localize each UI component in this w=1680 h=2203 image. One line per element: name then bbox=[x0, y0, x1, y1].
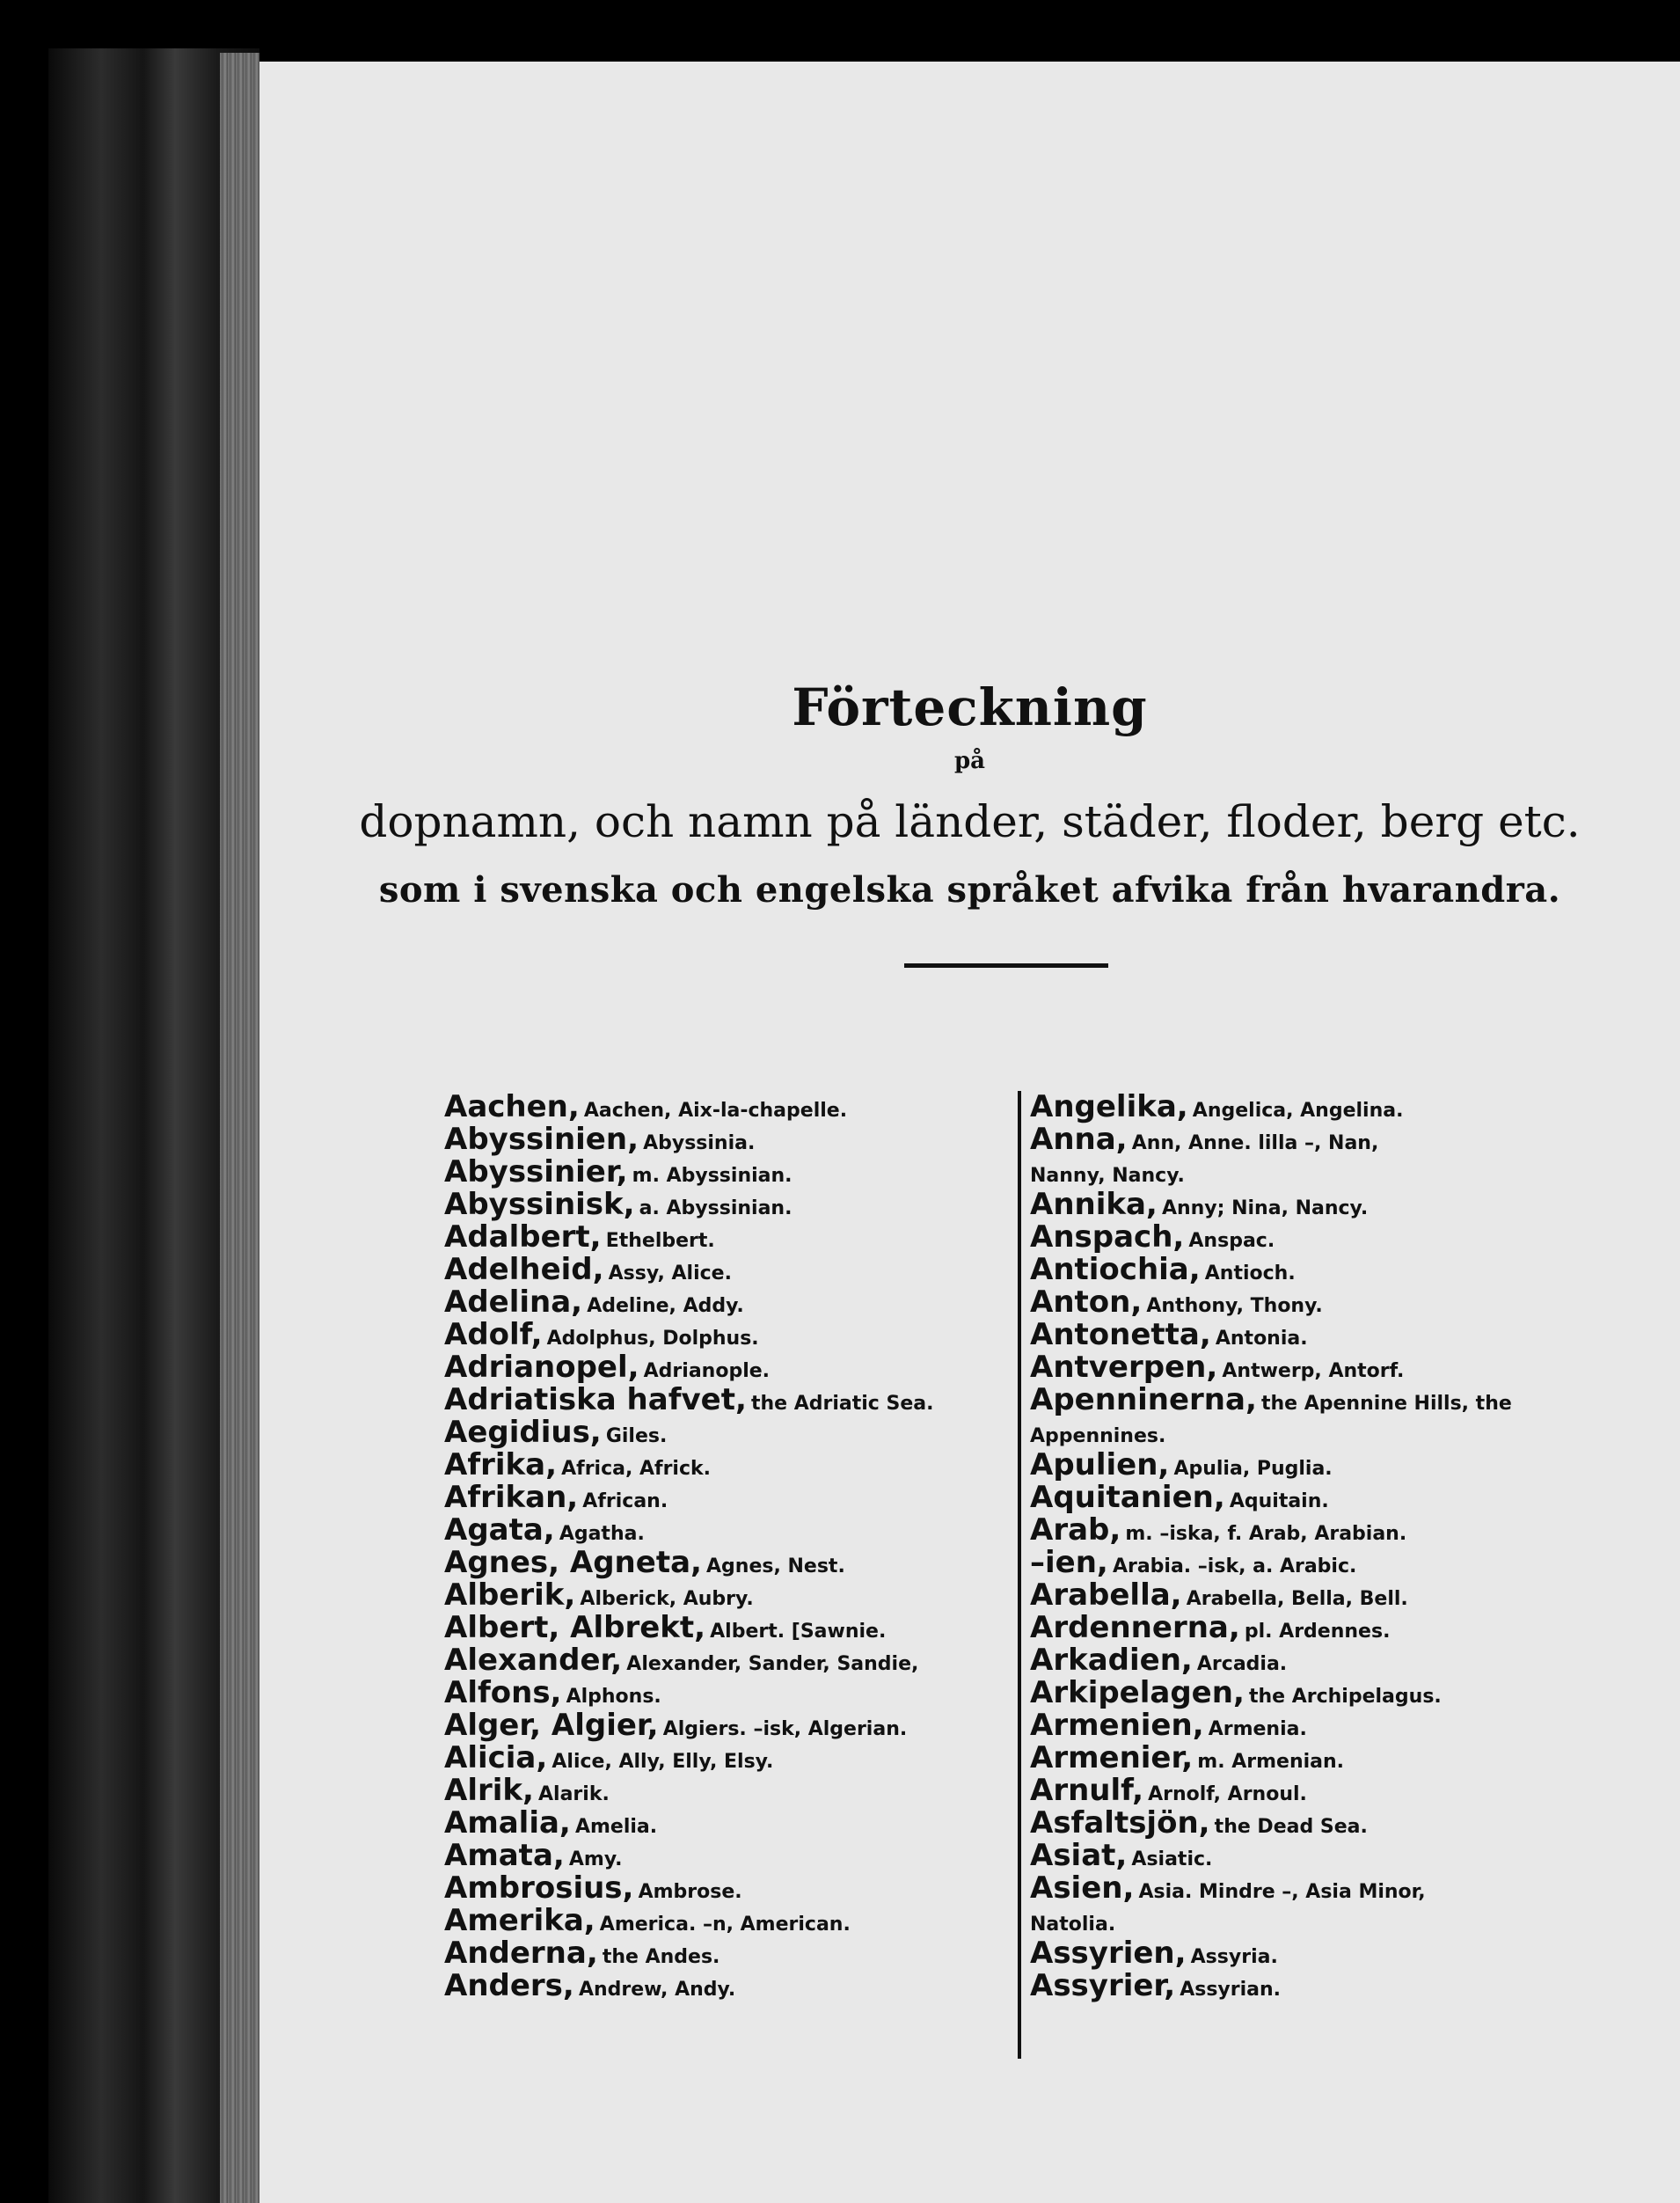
entry-translation: the Adriatic Sea. bbox=[750, 1393, 934, 1415]
dictionary-entry bbox=[1030, 1482, 1680, 1514]
entry-translation: Assy, Alice. bbox=[608, 1263, 732, 1284]
dictionary-entry bbox=[1030, 1384, 1680, 1416]
dictionary-entry bbox=[1030, 1091, 1680, 1123]
dictionary-entry bbox=[1030, 1449, 1680, 1482]
entry-translation: Agnes, Nest. bbox=[706, 1555, 845, 1577]
page-edges bbox=[220, 53, 259, 2203]
entry-headword: Ardennerna, bbox=[1030, 1612, 1240, 1644]
dictionary-entry bbox=[1030, 1872, 1680, 1905]
entry-translation: Agatha. bbox=[559, 1523, 645, 1545]
entry-translation: Arcadia. bbox=[1196, 1653, 1288, 1675]
entry-headword: Alger, Algier, bbox=[444, 1709, 659, 1742]
entry-translation: the Apennine Hills, the bbox=[1260, 1393, 1512, 1415]
entry-translation: Assyria. bbox=[1190, 1946, 1278, 1968]
entry-translation: Algiers. –isk, Algerian. bbox=[662, 1718, 908, 1740]
entry-headword: Angelika, bbox=[1030, 1091, 1188, 1123]
dictionary-entry bbox=[1030, 1189, 1680, 1221]
dictionary-entry bbox=[1030, 1677, 1680, 1709]
entry-headword: Adalbert, bbox=[444, 1221, 602, 1254]
entry-headword: Agnes, Agneta, bbox=[444, 1547, 702, 1579]
entry-headword: Arabella, bbox=[1030, 1579, 1182, 1612]
entry-headword: Assyrier, bbox=[1030, 1970, 1176, 2002]
entry-headword: Adriatiska hafvet, bbox=[444, 1384, 747, 1416]
entry-translation: Alice, Ally, Elly, Elsy. bbox=[551, 1751, 774, 1773]
entry-headword: Amerika, bbox=[444, 1905, 595, 1937]
entry-translation: Aquitain. bbox=[1229, 1490, 1329, 1512]
entry-headword: Adelina, bbox=[444, 1286, 583, 1319]
entry-translation: Appennines. bbox=[1030, 1425, 1166, 1447]
entry-headword: Arkadien, bbox=[1030, 1644, 1193, 1677]
entry-headword: Ambrosius, bbox=[444, 1872, 634, 1905]
dictionary-entry bbox=[1030, 1937, 1680, 1970]
entry-headword: Asiat, bbox=[1030, 1840, 1128, 1872]
entry-headword: Anspach, bbox=[1030, 1221, 1185, 1254]
entry-headword: Antverpen, bbox=[1030, 1351, 1218, 1384]
entry-headword: Alrik, bbox=[444, 1775, 534, 1807]
entry-headword: Antonetta, bbox=[1030, 1319, 1211, 1351]
dictionary-entry bbox=[1030, 1709, 1680, 1742]
page-title: Förteckning bbox=[792, 677, 1148, 737]
entry-headword: Annika, bbox=[1030, 1189, 1158, 1221]
entry-translation: Angelica, Angelina. bbox=[1192, 1100, 1404, 1122]
dictionary-entry bbox=[1030, 1970, 1680, 2002]
entry-headword: Anna, bbox=[1030, 1123, 1128, 1156]
entry-translation: Nanny, Nancy. bbox=[1030, 1165, 1185, 1187]
dictionary-entry bbox=[1030, 1351, 1680, 1384]
entry-translation: Albert. [Sawnie. bbox=[710, 1621, 887, 1643]
entry-translation: Anspac. bbox=[1188, 1230, 1275, 1252]
entry-headword: Aegidius, bbox=[444, 1416, 602, 1449]
entry-headword: Aachen, bbox=[444, 1091, 580, 1123]
entry-headword: Armenier, bbox=[1030, 1742, 1194, 1775]
entry-headword: Alfons, bbox=[444, 1677, 562, 1709]
entry-translation: pl. Ardennes. bbox=[1244, 1621, 1391, 1643]
entry-headword: Asien, bbox=[1030, 1872, 1135, 1905]
dictionary-entry bbox=[1030, 1416, 1680, 1449]
right-column bbox=[1018, 1091, 1680, 2059]
entry-translation: Antonia. bbox=[1215, 1328, 1308, 1350]
entry-translation: m. –iska, f. Arab, Arabian. bbox=[1125, 1523, 1407, 1545]
entry-headword: Adelheid, bbox=[444, 1254, 604, 1286]
dictionary-entry bbox=[1030, 1644, 1680, 1677]
entry-headword: Aquitanien, bbox=[1030, 1482, 1225, 1514]
entry-translation: Alphons. bbox=[566, 1686, 661, 1708]
entry-headword: Arab, bbox=[1030, 1514, 1121, 1547]
dictionary-entry bbox=[1030, 1156, 1680, 1189]
entry-headword: Assyrien, bbox=[1030, 1937, 1187, 1970]
dictionary-entry bbox=[1030, 1775, 1680, 1807]
entry-headword: Arnulf, bbox=[1030, 1775, 1143, 1807]
entry-headword: Alberik, bbox=[444, 1579, 576, 1612]
entry-translation: Asiatic. bbox=[1131, 1848, 1213, 1870]
dictionary-entry bbox=[1030, 1319, 1680, 1351]
dictionary-entry bbox=[1030, 1547, 1680, 1579]
entry-translation: Amy. bbox=[568, 1848, 623, 1870]
dictionary-entry bbox=[1030, 1579, 1680, 1612]
entry-headword: Adolf, bbox=[444, 1319, 543, 1351]
entry-translation: Adrianople. bbox=[643, 1360, 771, 1382]
entry-translation: Natolia. bbox=[1030, 1914, 1116, 1936]
entry-translation: Ambrose. bbox=[638, 1881, 742, 1903]
entry-translation: Adolphus, Dolphus. bbox=[546, 1328, 759, 1350]
entry-translation: Abyssinia. bbox=[643, 1132, 756, 1154]
entry-translation: Andrew, Andy. bbox=[578, 1979, 736, 2001]
entry-headword: Arkipelagen, bbox=[1030, 1677, 1245, 1709]
title-preposition: på bbox=[953, 748, 986, 774]
entry-headword: Abyssinien, bbox=[444, 1123, 639, 1156]
entry-translation: Antwerp, Antorf. bbox=[1222, 1360, 1405, 1382]
dictionary-entry bbox=[1030, 1612, 1680, 1644]
entry-headword: Abyssinisk, bbox=[444, 1189, 635, 1221]
entry-translation: Assyrian. bbox=[1180, 1979, 1282, 2001]
entry-translation: Ethelbert. bbox=[605, 1230, 715, 1252]
entry-translation: Aachen, Aix-la-chapelle. bbox=[583, 1100, 848, 1122]
entry-headword: Agata, bbox=[444, 1514, 555, 1547]
dictionary-entry bbox=[1030, 1286, 1680, 1319]
entry-translation: Antioch. bbox=[1204, 1263, 1296, 1284]
entry-translation: the Andes. bbox=[602, 1946, 720, 1968]
entry-translation: Giles. bbox=[605, 1425, 668, 1447]
entry-headword: Apenninerna, bbox=[1030, 1384, 1257, 1416]
entry-headword: Anderna, bbox=[444, 1937, 598, 1970]
dictionary-entry bbox=[1030, 1123, 1680, 1156]
entry-translation: the Archipelagus. bbox=[1248, 1686, 1442, 1708]
entry-headword: Afrikan, bbox=[444, 1482, 579, 1514]
entry-translation: Ann, Anne. lilla –, Nan, bbox=[1131, 1132, 1379, 1154]
entry-translation: a. Abyssinian. bbox=[639, 1197, 793, 1219]
entry-translation: Armenia. bbox=[1208, 1718, 1307, 1740]
page bbox=[259, 62, 1680, 2203]
dictionary-entry bbox=[1030, 1742, 1680, 1775]
entry-headword: Alicia, bbox=[444, 1742, 548, 1775]
entry-translation: Arnolf, Arnoul. bbox=[1148, 1783, 1307, 1805]
entry-translation: Anthony, Thony. bbox=[1146, 1295, 1323, 1317]
entry-translation: Alarik. bbox=[538, 1783, 610, 1805]
entry-headword: Adrianopel, bbox=[444, 1351, 639, 1384]
entry-translation: Arabella, Bella, Bell. bbox=[1186, 1588, 1408, 1610]
entry-translation: African. bbox=[582, 1490, 668, 1512]
dictionary-entry bbox=[1030, 1514, 1680, 1547]
entry-translation: m. Armenian. bbox=[1197, 1751, 1345, 1773]
entry-headword: Anders, bbox=[444, 1970, 574, 2002]
entry-headword: Antiochia, bbox=[1030, 1254, 1201, 1286]
dictionary-entry bbox=[1030, 1905, 1680, 1937]
title-rule bbox=[904, 963, 1108, 968]
entry-headword: Amata, bbox=[444, 1840, 565, 1872]
entry-translation: Amelia. bbox=[574, 1816, 658, 1838]
entry-headword: Apulien, bbox=[1030, 1449, 1170, 1482]
entry-headword: Amalia, bbox=[444, 1807, 571, 1840]
dictionary-entry bbox=[1030, 1840, 1680, 1872]
dictionary-entry bbox=[1030, 1807, 1680, 1840]
entry-translation: Alexander, Sander, Sandie, bbox=[626, 1653, 919, 1675]
dictionary-entry bbox=[1030, 1254, 1680, 1286]
subtitle-line-1: dopnamn, och namn på länder, städer, floder, berg etc. bbox=[359, 796, 1581, 847]
entry-translation: Anny; Nina, Nancy. bbox=[1161, 1197, 1369, 1219]
entry-translation: Asia. Mindre –, Asia Minor, bbox=[1138, 1881, 1426, 1903]
entry-translation: Apulia, Puglia. bbox=[1173, 1458, 1333, 1480]
dictionary-entry bbox=[1030, 1221, 1680, 1254]
entry-headword: Albert, Albrekt, bbox=[444, 1612, 706, 1644]
entry-headword: Anton, bbox=[1030, 1286, 1143, 1319]
entry-headword: Alexander, bbox=[444, 1644, 623, 1677]
entry-translation: Adeline, Addy. bbox=[587, 1295, 744, 1317]
entry-headword: Armenien, bbox=[1030, 1709, 1204, 1742]
entry-headword: –ien, bbox=[1030, 1547, 1108, 1579]
entry-headword: Afrika, bbox=[444, 1449, 557, 1482]
entry-translation: the Dead Sea. bbox=[1214, 1816, 1368, 1838]
subtitle-line-2: som i svenska och engelska språket afvika från hvarandra. bbox=[378, 869, 1561, 911]
entry-translation: m. Abyssinian. bbox=[632, 1165, 793, 1187]
entry-headword: Asfaltsjön, bbox=[1030, 1807, 1210, 1840]
entry-translation: Africa, Africk. bbox=[561, 1458, 712, 1480]
entry-translation: America. –n, American. bbox=[599, 1914, 851, 1936]
entry-translation: Arabia. –isk, a. Arabic. bbox=[1112, 1555, 1357, 1577]
entry-translation: Alberick, Aubry. bbox=[580, 1588, 754, 1610]
entry-headword: Abyssinier, bbox=[444, 1156, 628, 1189]
